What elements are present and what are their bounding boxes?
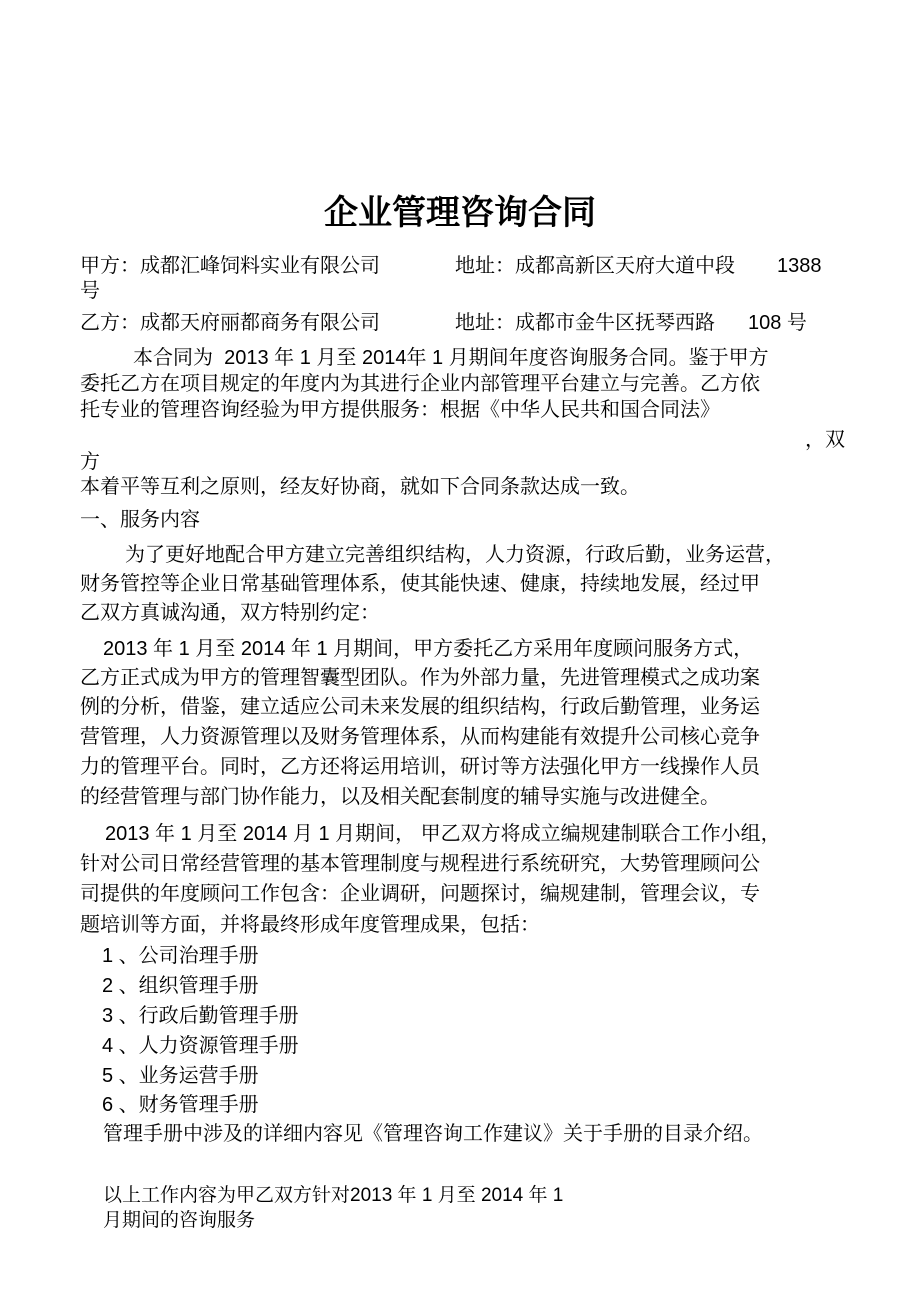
section1-para2-line1: 2013 年 1 月至 2014 年 1 月期间，甲方委托乙方采用年度顾问服务方式，: [103, 638, 754, 660]
deliverable-item-1: 1 、公司治理手册: [102, 945, 259, 967]
deliverable-item-3: 3 、行政后勤管理手册: [102, 1005, 299, 1027]
closing-line-2: 月期间的咨询服务: [103, 1210, 256, 1231]
section1-para3-line2: 针对公司日常经营管理的基本管理制度与规程进行系统研究，大势管理顾问公: [80, 853, 760, 875]
closing-line-1: 以上工作内容为甲乙双方针对2013 年 1 月至 2014 年 1: [103, 1185, 564, 1206]
section1-para1-line2: 财务管控等企业日常基础管理体系，使其能快速、健康，持续地发展，经过甲: [80, 573, 760, 595]
party-b-street-no: 108 号: [748, 312, 807, 334]
section1-para1-line1: 为了更好地配合甲方建立完善组织结构，人力资源，行政后勤，业务运营，: [125, 544, 785, 566]
section1-heading: 一、服务内容: [80, 509, 200, 531]
deliverable-item-4: 4 、人力资源管理手册: [102, 1035, 299, 1057]
section1-para2-line6: 的经营管理与部门协作能力，以及相关配套制度的辅导实施与改进健全。: [80, 786, 720, 808]
section1-para3-line4: 题培训等方面，并将最终形成年度管理成果，包括：: [80, 914, 540, 936]
section1-para1-line3: 乙双方真诚沟通，双方特别约定：: [80, 602, 380, 624]
intro-line-4: ，双: [805, 429, 845, 451]
deliverable-item-2: 2 、组织管理手册: [102, 975, 259, 997]
section1-para2-line2: 乙方正式成为甲方的管理智囊型团队。作为外部力量，先进管理模式之成功案: [80, 667, 760, 689]
section1-para2-line4: 营管理，人力资源管理以及财务管理体系，从而构建能有效提升公司核心竞争: [80, 726, 760, 748]
section1-para2-line3: 例的分析，借鉴，建立适应公司未来发展的组织结构，行政后勤管理，业务运: [80, 696, 760, 718]
party-a-wrap-char: 号: [80, 280, 100, 302]
deliverable-item-6: 6 、财务管理手册: [102, 1094, 259, 1116]
party-a-street-no: 1388: [777, 255, 822, 277]
section1-para2-line5: 力的管理平台。同时，乙方还将运用培训，研讨等方法强化甲方一线操作人员: [80, 756, 760, 778]
section1-para3-line1: 2013 年 1 月至 2014 月 1 月期间， 甲乙双方将成立编规建制联合工作小组，: [105, 823, 781, 845]
document-title: 企业管理咨询合同: [324, 193, 596, 232]
intro-line-3: 托专业的管理咨询经验为甲方提供服务：根据《中华人民共和国合同法》: [80, 399, 720, 421]
intro-line-2: 委托乙方在项目规定的年度内为其进行企业内部管理平台建立与完善。乙方依: [80, 373, 760, 395]
party-a-address: 地址：成都高新区天府大道中段: [455, 255, 735, 277]
intro-line-1: 本合同为 2013 年 1 月至 2014年 1 月期间年度咨询服务合同。鉴于甲方: [133, 347, 769, 369]
party-a-name: 甲方：成都汇峰饲料实业有限公司: [80, 255, 380, 277]
section1-para3-line3: 司提供的年度顾问工作包含：企业调研，问题探讨，编规建制，管理会议，专: [80, 883, 760, 905]
party-b-name: 乙方：成都天府丽都商务有限公司: [80, 312, 380, 334]
party-b-address: 地址：成都市金牛区抚琴西路: [455, 312, 715, 334]
intro-line-5: 方: [80, 451, 100, 473]
manuals-note: 管理手册中涉及的详细内容见《管理咨询工作建议》关于手册的目录介绍。: [103, 1123, 763, 1145]
deliverable-item-5: 5 、业务运营手册: [102, 1065, 259, 1087]
intro-line-6: 本着平等互利之原则，经友好协商，就如下合同条款达成一致。: [80, 476, 640, 498]
